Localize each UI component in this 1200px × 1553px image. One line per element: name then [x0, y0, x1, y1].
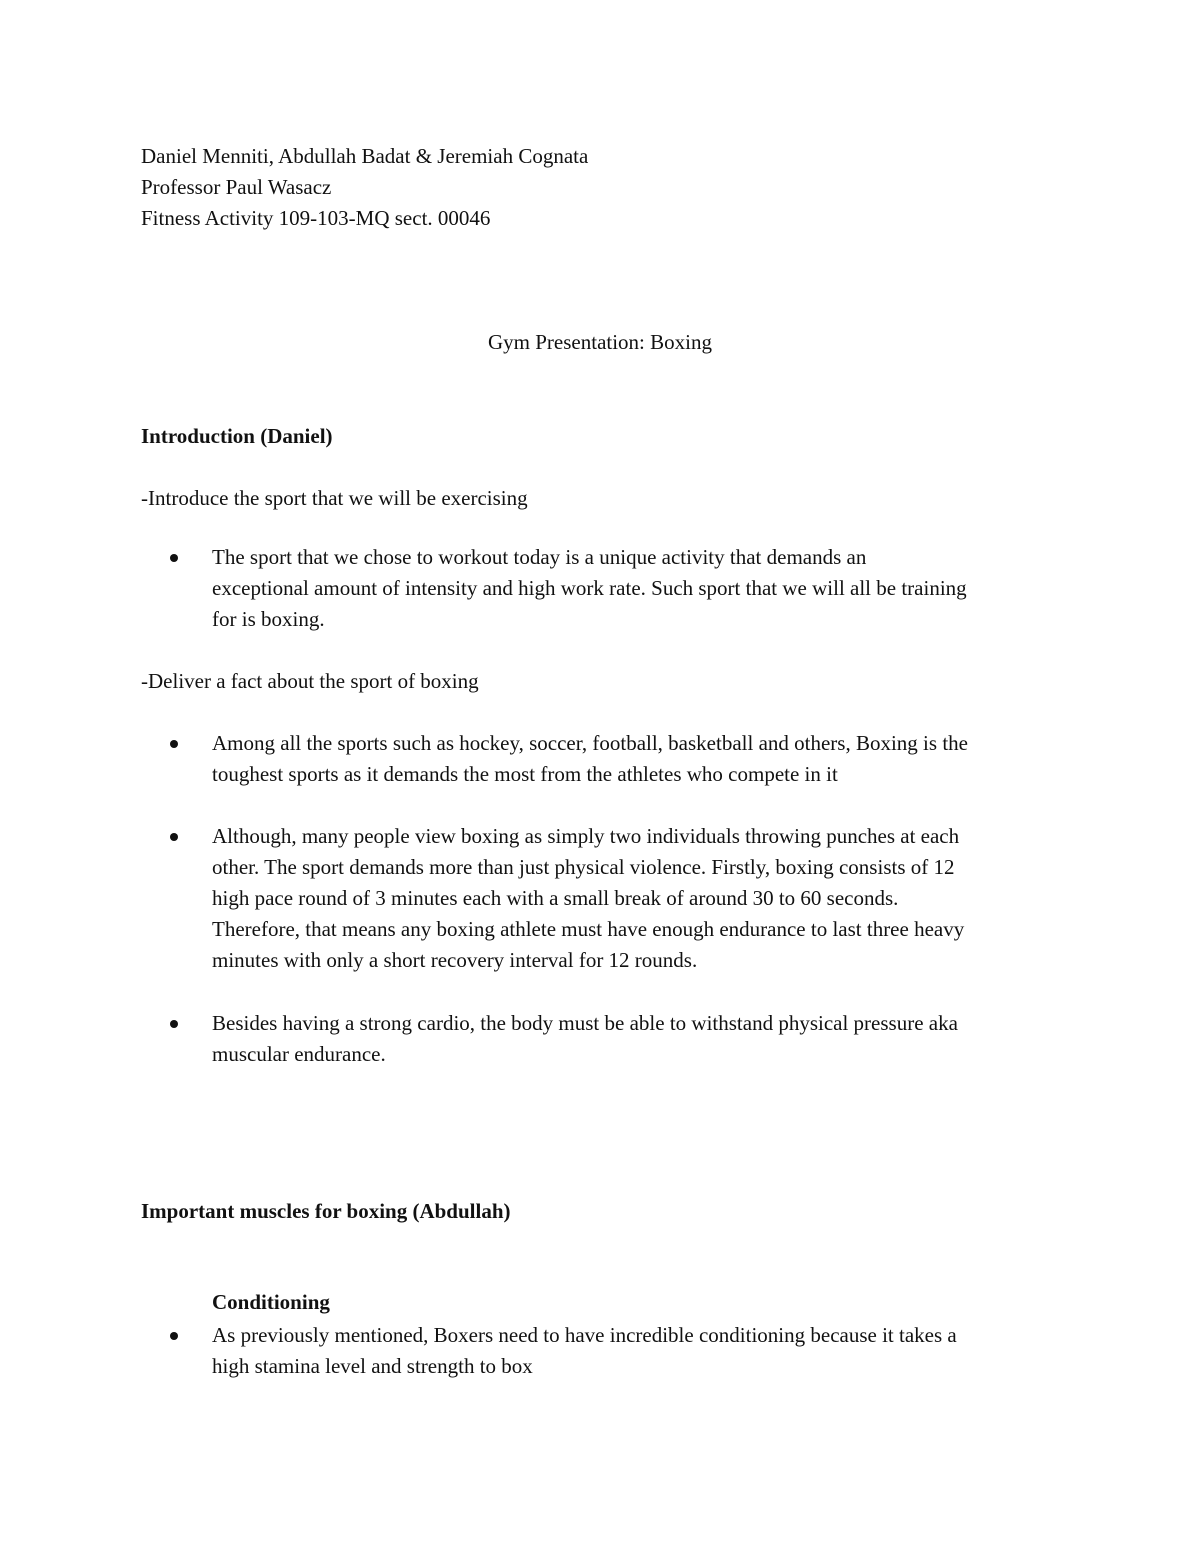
intro-task-introduce: -Introduce the sport that we will be exercising: [141, 486, 528, 510]
bullet-text-line: Although, many people view boxing as simply two individuals throwing punches at each: [212, 824, 960, 848]
bullet-text-line: other. The sport demands more than just physical violence. Firstly, boxing consists of 12: [212, 855, 955, 879]
bullet-text-line: minutes with only a short recovery interval for 12 rounds.: [212, 948, 698, 972]
bullet-text-line: Among all the sports such as hockey, soccer, football, basketball and others, Boxing is the: [212, 731, 968, 755]
bullet-text-line: As previously mentioned, Boxers need to have incredible conditioning because it takes a: [212, 1323, 957, 1347]
bullet-text-line: exceptional amount of intensity and high work rate. Such sport that we will all be training: [212, 576, 967, 600]
intro-task-fact: -Deliver a fact about the sport of boxing: [141, 669, 479, 693]
bullet-icon: [170, 833, 178, 841]
bullet-text-line: high pace round of 3 minutes each with a small break of around 30 to 60 seconds.: [212, 886, 899, 910]
bullet-icon: [170, 554, 178, 562]
bullet-icon: [170, 740, 178, 748]
bullet-text-line: high stamina level and strength to box: [212, 1354, 533, 1378]
bullet-text-line: toughest sports as it demands the most from the athletes who compete in it: [212, 762, 838, 786]
bullet-text-line: for is boxing.: [212, 607, 325, 631]
document-header: [141, 141, 1061, 234]
bullet-icon: [170, 1020, 178, 1028]
bullet-text-line: muscular endurance.: [212, 1042, 386, 1066]
document-title: Gym Presentation: Boxing: [488, 330, 712, 354]
muscles-heading: Important muscles for boxing (Abdullah): [141, 1199, 511, 1223]
professor-line: Professor Paul Wasacz: [141, 175, 332, 199]
authors-line: Daniel Menniti, Abdullah Badat & Jeremiah Cognata: [141, 144, 589, 168]
intro-heading: Introduction (Daniel): [141, 424, 333, 448]
bullet-text-line: The sport that we chose to workout today is a unique activity that demands an: [212, 545, 867, 569]
bullet-text-line: Therefore, that means any boxing athlete must have enough endurance to last three heavy: [212, 917, 965, 941]
bullet-icon: [170, 1332, 178, 1340]
course-line: Fitness Activity 109-103-MQ sect. 00046: [141, 206, 491, 230]
conditioning-subheading: Conditioning: [212, 1290, 330, 1314]
bullet-text-line: Besides having a strong cardio, the body must be able to withstand physical pressure aka: [212, 1011, 958, 1035]
